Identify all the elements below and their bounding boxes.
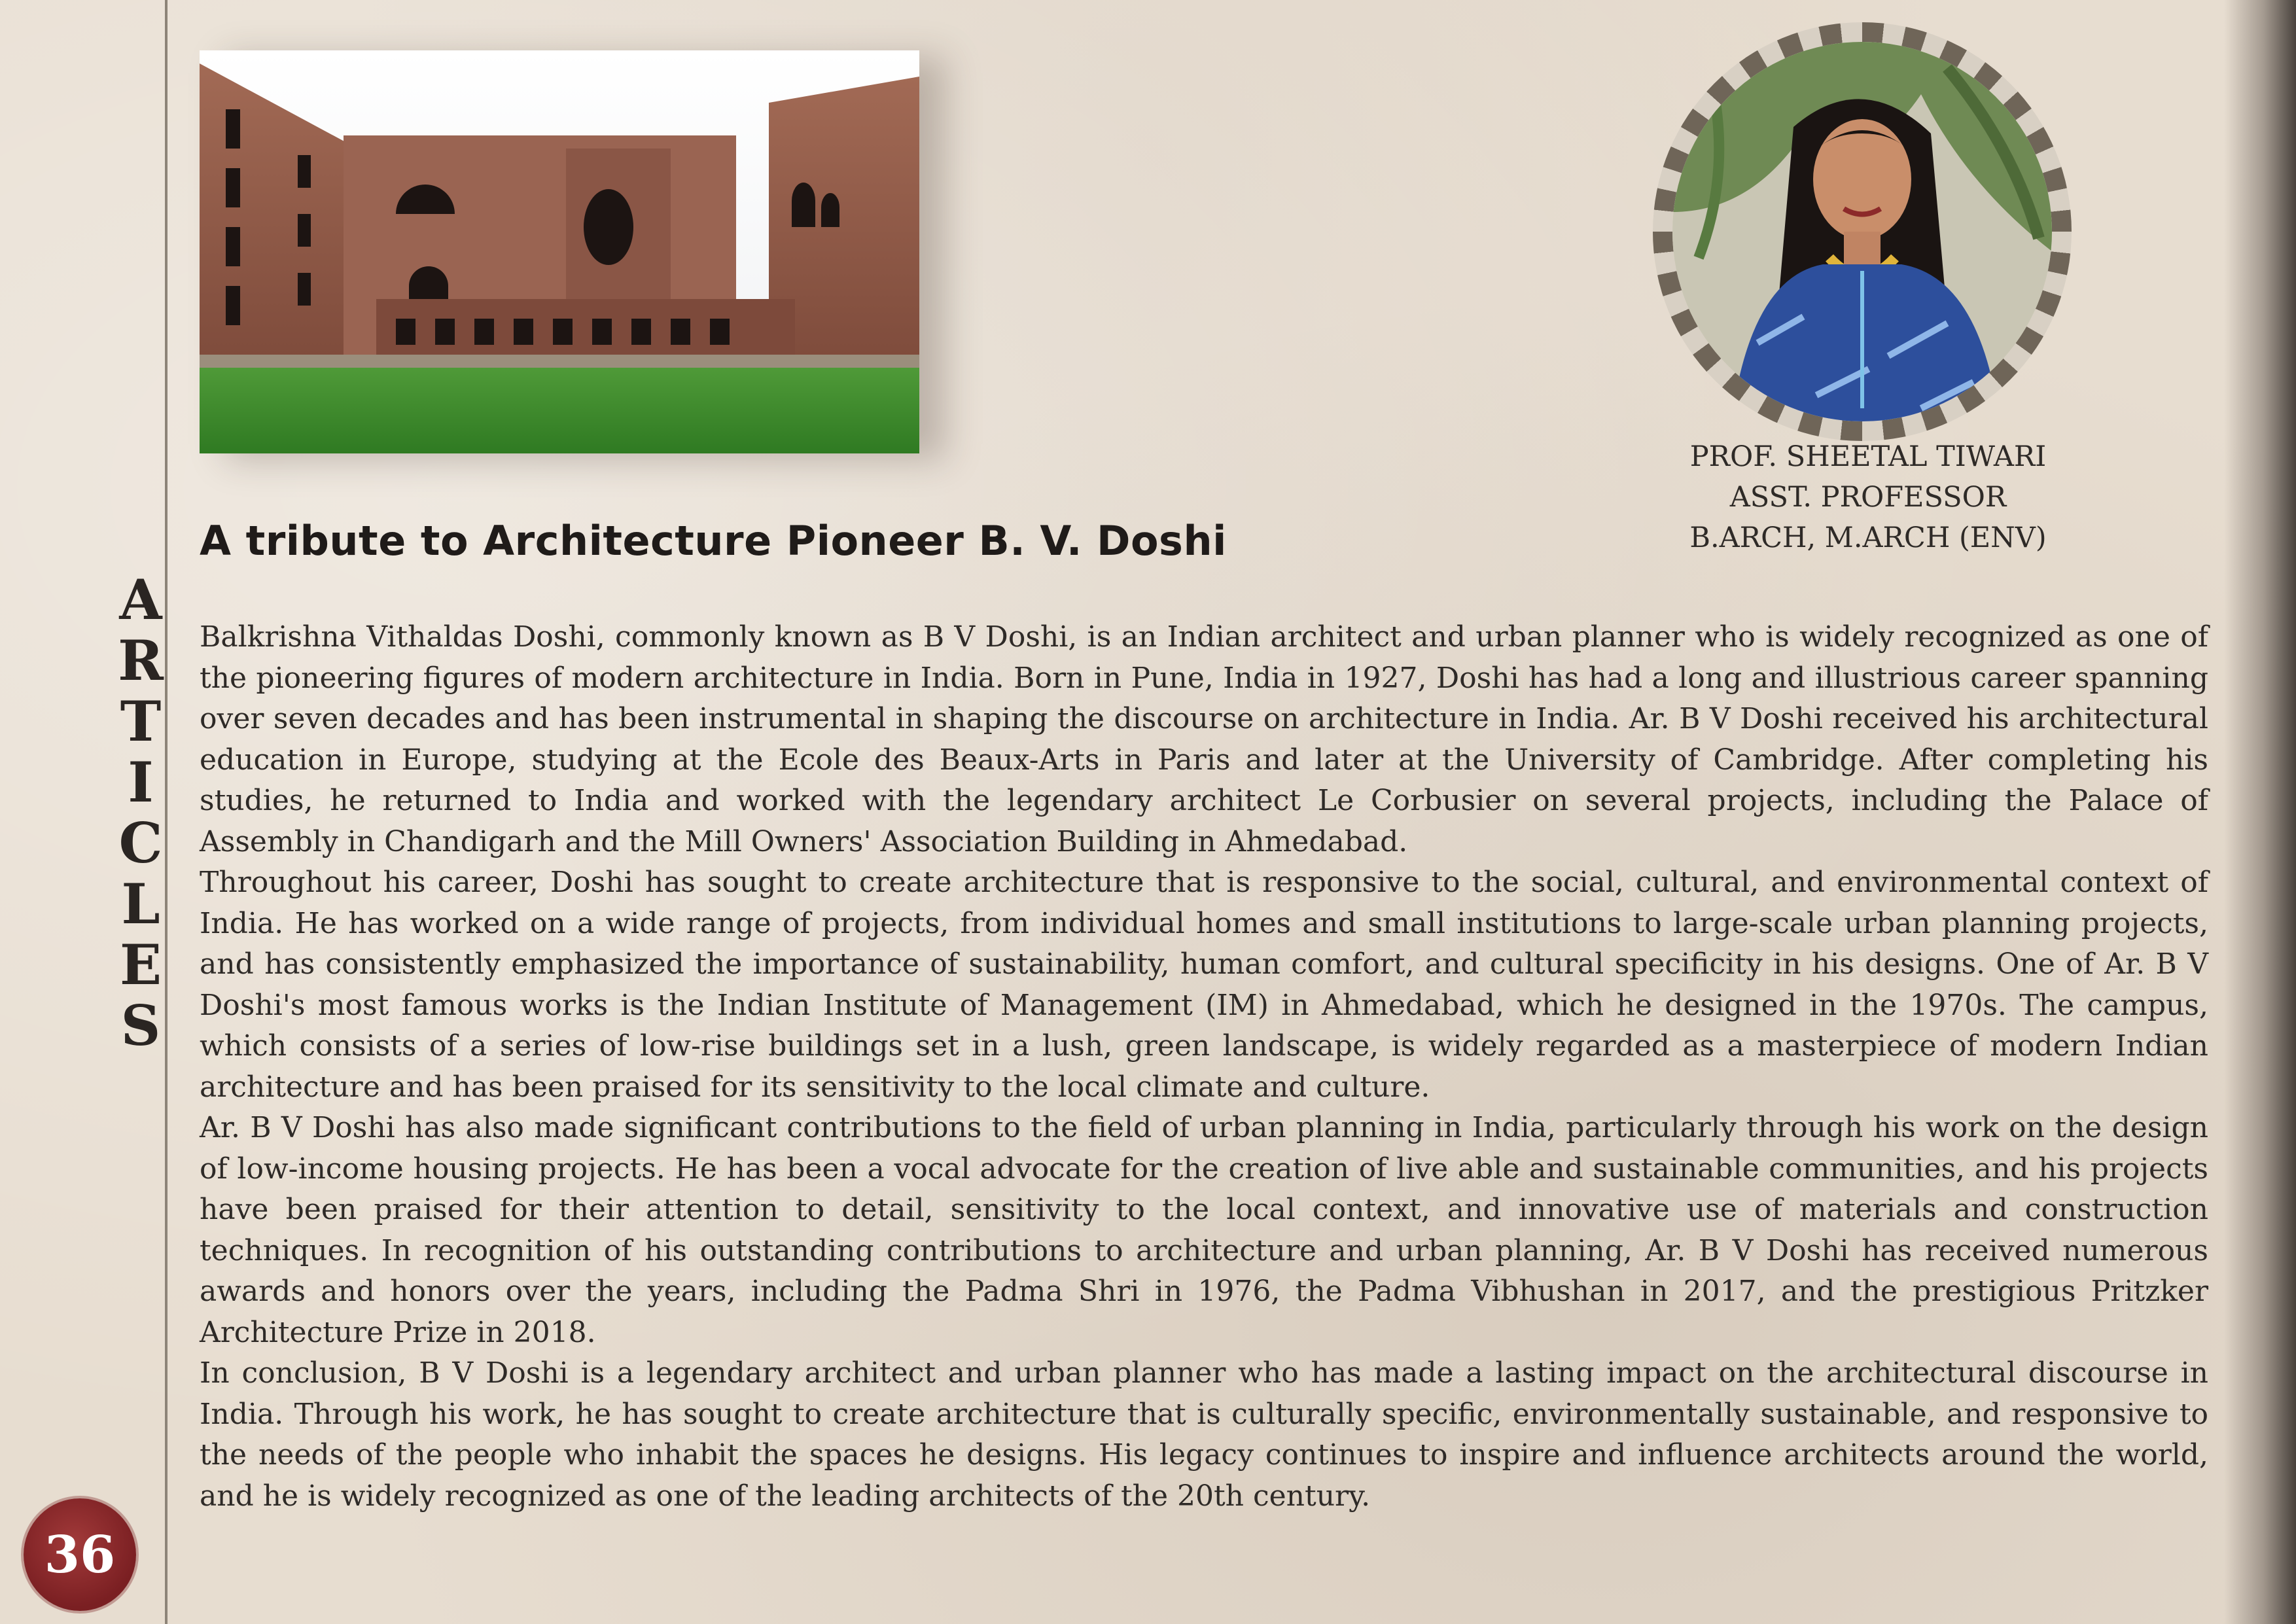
article-paragraph: Ar. B V Doshi has also made significant contributions to the field of urban planning in India, particularly through his work on the design of low-income housing projects. He has been a vocal advocate for the creation of live able and sustainable communities, and his projects have been praised for their attention to detail, sensitivity to the local context, and innovative use of materials and construction techniques. In recognition of his outstanding contributions to architecture and urban planning, Ar. B V Doshi has received numerous awards and honors over the years, including the Padma Shri in 1976, the Padma Vibhushan in 2017, and the prestigious Pritzker Architecture Prize in 2018.: [200, 1111, 2208, 1349]
author-portrait: [1672, 42, 2052, 421]
section-letter: T: [120, 689, 162, 754]
author-portrait-frame: [1653, 22, 2072, 441]
page-number: 36: [44, 1525, 116, 1585]
page-number-badge: [24, 1498, 136, 1611]
section-letter: L: [121, 872, 160, 936]
article-title: A tribute to Architecture Pioneer B. V. Doshi: [200, 517, 1227, 565]
author-qualifications: B.ARCH, M.ARCH (ENV): [1689, 521, 2047, 554]
article-paragraph: Balkrishna Vithaldas Doshi, commonly known as B V Doshi, is an Indian architect and urban planner who is widely recognized as one of the pioneering figures of modern architecture in India. Born in Pune, India in 1927, Doshi has had a long and illustrious career spanning over seven decades and has been instrumental in shaping the discourse on architecture in India. Ar. B V Doshi received his architectural education in Europe, studying at the Ecole des Beaux-Arts in Paris and later at the University of Cambridge. After completing his studies, he returned to India and worked with the legendary architect Le Corbusier on several projects, including the Palace of Assembly in Chandigarh and the Mill Owners' Association Building in Ahmedabad.: [200, 620, 2208, 858]
article-body: [200, 617, 2208, 1517]
section-label-articles: [111, 569, 170, 1056]
campus-building-photo: [200, 50, 919, 453]
section-letter: E: [119, 932, 162, 997]
section-letter: C: [118, 811, 163, 875]
section-letter: I: [128, 750, 154, 815]
section-letter: S: [120, 993, 161, 1058]
article-paragraph: In conclusion, B V Doshi is a legendary architect and urban planner who has made a lasting impact on the architectural discourse in India. Through his work, he has sought to create architecture that is culturally specific, environmentally sustainable, and responsive to the needs of the people who inhabit the spaces he designs. His legacy continues to inspire and influence architects around the world, and he is widely recognized as one of the leading architects of the 20th century.: [200, 1356, 2208, 1513]
author-name: PROF. SHEETAL TIWARI: [1689, 440, 2047, 473]
author-credit: [1597, 436, 2140, 558]
page-edge-shadow: [2224, 0, 2296, 1624]
section-letter: A: [119, 567, 162, 632]
author-designation: ASST. PROFESSOR: [1729, 481, 2007, 514]
article-paragraph: Throughout his career, Doshi has sought to create architecture that is responsive to the social, cultural, and environmental context of India. He has worked on a wide range of projects, from individual homes and small institutions to large-scale urban planning projects, and has consistently emphasized the importance of sustainability, human comfort, and cultural specificity in his designs. One of Ar. B V Doshi's most famous works is the Indian Institute of Management (IM) in Ahmedabad, which he designed in the 1970s. The campus, which consists of a series of low-rise buildings set in a lush, green landscape, is widely regarded as a masterpiece of modern Indian architecture and has been praised for its sensitivity to the local climate and culture.: [200, 866, 2208, 1104]
section-letter: R: [118, 628, 164, 693]
